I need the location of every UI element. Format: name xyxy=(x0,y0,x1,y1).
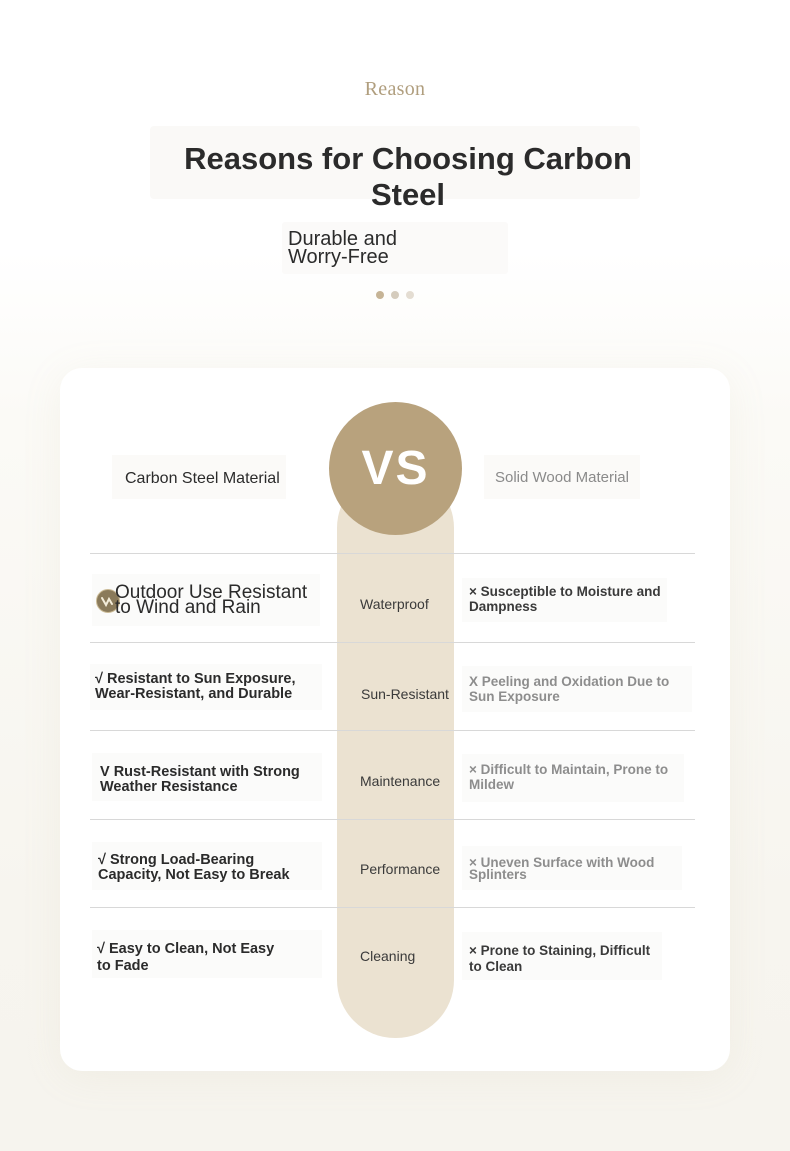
row-5-right-text: × Prone to Staining, Difficult to Clean xyxy=(469,943,651,974)
vs-label: VS xyxy=(361,442,430,495)
section-label: Reason xyxy=(364,78,426,100)
carousel-dot[interactable] xyxy=(406,291,414,299)
right-column-header: Solid Wood Material xyxy=(495,469,629,486)
row-3-left-text: V Rust-Resistant with Strong Weather Resistance xyxy=(100,764,300,795)
row-3-right-text: × Difficult to Maintain, Prone to Mildew xyxy=(469,762,669,792)
row-4-left-text: √ Strong Load-Bearing Capacity, Not Easy to Break xyxy=(98,852,290,883)
row-2-category: Sun-Resistant xyxy=(361,686,449,702)
row-divider xyxy=(90,730,695,731)
row-5-left-text: √ Easy to Clean, Not Easy to Fade xyxy=(97,941,275,974)
row-divider xyxy=(90,907,695,908)
row-3-category: Maintenance xyxy=(360,773,441,789)
carousel-dot[interactable] xyxy=(391,291,399,299)
carousel-dot-active[interactable] xyxy=(376,291,384,299)
row-1-left-text: Outdoor Use Resistant to Wind and Rain xyxy=(115,582,308,618)
row-2-left-text: √ Resistant to Sun Exposure, Wear-Resistant, and Durable xyxy=(95,671,296,702)
row-1-category: Waterproof xyxy=(360,596,429,612)
row-divider xyxy=(90,642,695,643)
row-2-right-text: X Peeling and Oxidation Due to Sun Exposure xyxy=(469,674,670,704)
row-1-right-text: × Susceptible to Moisture and Dampness xyxy=(469,584,661,614)
page-subtitle: Durable and Worry-Free xyxy=(288,228,397,268)
row-divider xyxy=(90,819,695,820)
row-4-right-text: × Uneven Surface with Wood Splinters xyxy=(469,855,655,882)
left-column-header: Carbon Steel Material xyxy=(125,470,280,487)
row-divider xyxy=(90,553,695,554)
vs-badge xyxy=(329,402,462,535)
row-5-category: Cleaning xyxy=(360,948,416,964)
page-title: Reasons for Choosing Carbon Steel xyxy=(184,141,632,212)
row-4-category: Performance xyxy=(360,861,441,877)
